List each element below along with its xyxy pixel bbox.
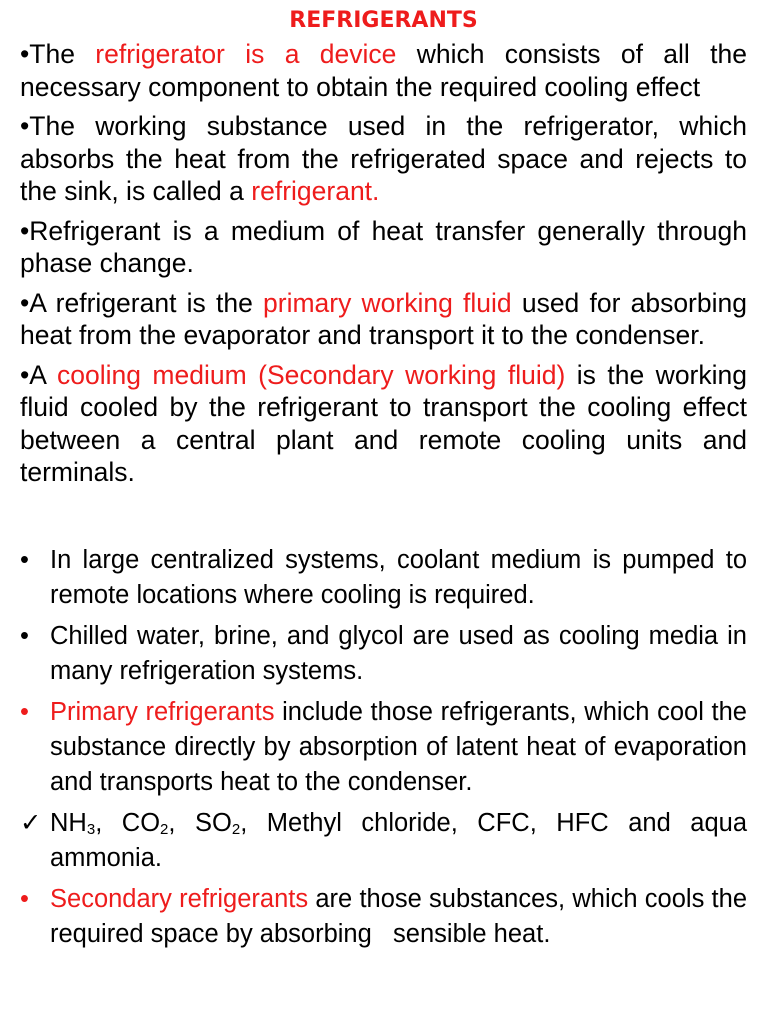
slide-page: [20, 6, 755, 958]
paragraph-text: is the working fluid cooled by the refrigerant to transport the cooling effect between a central plant and remote cooling units and terminals.: [20, 359, 747, 487]
page-title: REFRIGERANTS: [289, 8, 478, 33]
bullet-list: [20, 543, 755, 952]
subscript: 2: [231, 820, 241, 838]
list-item-secondary-refrigerants: [20, 882, 755, 952]
bullet-marker: •: [20, 545, 29, 574]
list-item-text: In large centralized systems, coolant medium is pumped to remote locations where cooling is required.: [50, 545, 747, 609]
highlight-text: primary working fluid: [263, 287, 512, 318]
bullet-marker: •: [20, 287, 30, 318]
bullet-marker: •: [20, 884, 29, 913]
bullet-marker: •: [20, 215, 30, 246]
check-icon: ✓: [20, 808, 42, 837]
list-item-text: include those refrigerants, which cool the substance directly by absorption of latent heat of evaporation and transports heat to the condenser.: [50, 697, 747, 796]
bullet-marker: •: [20, 39, 30, 69]
paragraph-text: The: [29, 39, 96, 69]
list-item-text: are those substances, which cools the required space by absorbing sensible heat.: [50, 884, 755, 948]
list-item-text: , Methyl chloride, CFC, HFC and aqua ammonia.: [50, 808, 748, 872]
paragraph-cooling-medium: [20, 359, 747, 489]
paragraph-text: Refrigerant is a medium of heat transfer generally through phase change.: [20, 215, 747, 278]
highlight-text: cooling medium (Secondary working fluid): [56, 359, 566, 390]
bullet-marker: •: [20, 697, 29, 726]
paragraph-primary-working-fluid: [20, 287, 747, 352]
paragraph-text: which consists of all the necessary component to obtain the required cooling effect: [20, 39, 747, 102]
paragraph-text: A refrigerant is the: [29, 287, 263, 318]
formula-nh3: NH: [50, 808, 87, 837]
paragraph-heat-transfer-medium: [20, 215, 747, 280]
bullet-marker: •: [20, 621, 29, 650]
highlight-text: refrigerator is a device: [95, 39, 397, 69]
formula-so2: , SO: [168, 808, 232, 837]
subscript: 2: [160, 820, 169, 838]
paragraph-working-substance: [20, 110, 747, 208]
bullet-marker: •: [20, 359, 30, 390]
highlight-text: Secondary refrigerants: [50, 884, 309, 913]
list-item-refrigerant-examples: [20, 806, 747, 876]
paragraph-text: A: [29, 359, 57, 390]
paragraph-text: used for absorbing heat from the evaporator and transport it to the condenser.: [20, 287, 747, 350]
paragraph-refrigerator-definition: [20, 38, 747, 103]
list-item-text: Chilled water, brine, and glycol are used as cooling media in many refrigeration systems.: [50, 621, 747, 685]
highlight-text: refrigerant.: [251, 176, 380, 206]
paragraph-text: The working substance used in the refrigerator, which absorbs the heat from the refrigerated space and rejects to the sink, is called a: [20, 111, 747, 206]
bullet-marker: •: [20, 111, 30, 141]
section-spacer: [20, 496, 747, 543]
formula-co2: , CO: [95, 808, 161, 837]
subscript: 3: [86, 820, 96, 838]
list-item-primary-refrigerants: [20, 695, 747, 800]
list-item-cooling-media: [20, 619, 747, 689]
list-item-centralized-systems: [20, 543, 747, 613]
highlight-text: Primary refrigerants: [50, 697, 275, 726]
